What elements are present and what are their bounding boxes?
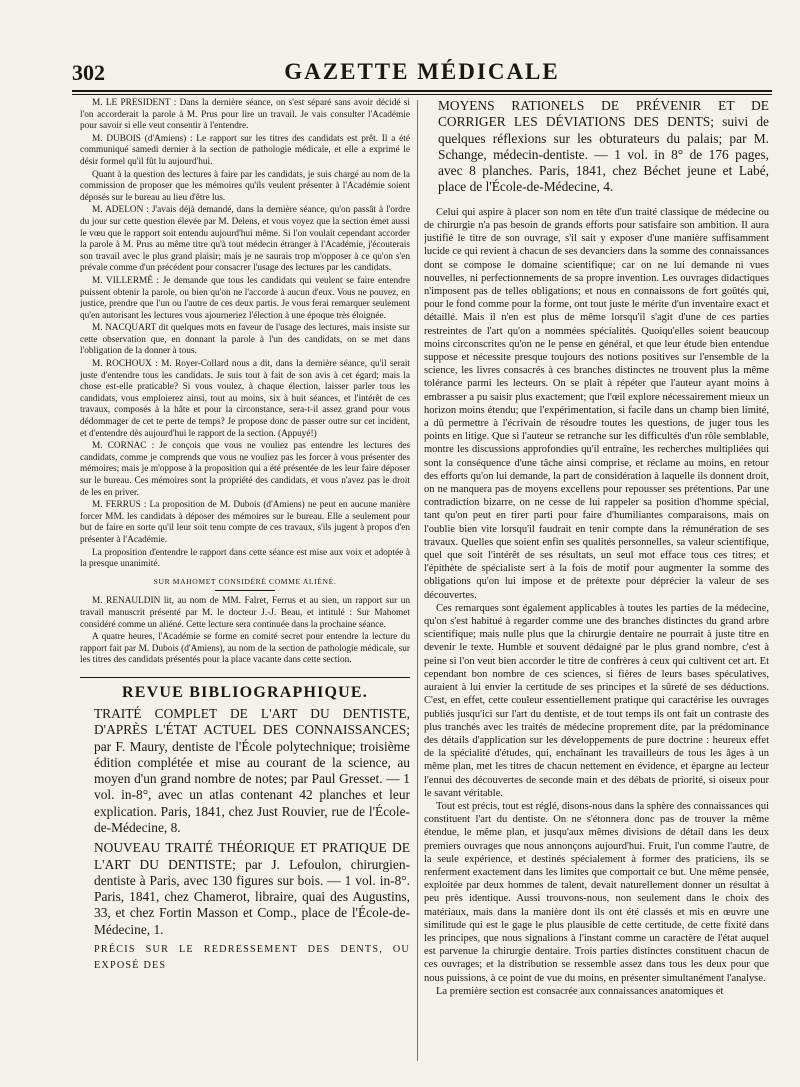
bibliography-entry: TRAITÉ COMPLET DE L'ART DU DENTISTE, D'APRÈS L'ÉTAT ACTUEL DES CONNAISSANCES; par F. Maury, dentiste de l'École polytechnique; troisième édition complétée et mise au courant de la science, au moyen d'un grand nombre de notes; par Paul Gresset. — 1 vol. in-8°, avec un atlas contenant 42 planches et leur explication. Paris, 1841, chez Just Rouvier, rue de l'École-de-Médecine, 8.: [94, 705, 410, 835]
paragraph: M. ROCHOUX : M. Royer-Collard nous a dit, dans la dernière séance, qu'il serait juste d'entendre tous les candidats. Je suis tout à fait de son avis à cet égard; mais la chose est-elle praticable? Si vous voulez, à chaque élection, laisser parler tous les candidats, vous emploierez ainsi, tout au moins, six à huit séances, et l'intérêt de ces travaux, composés à la hâte et pour la circonstance, sera-t-il assez grand pour vous dédommager de cet te perte de temps? Je propose donc de passer outre sur cet incident, et d'entendre dès aujourd'hui le rapport de la section. (Appuyé!): [80, 359, 410, 439]
bibliography-entry-start: PRÉCIS SUR LE REDRESSEMENT DES DENTS, OU EXPOSÉ DES: [94, 944, 410, 972]
header-rule-thin: [72, 94, 772, 95]
paragraph: M. NACQUART dit quelques mots en faveur de l'usage des lectures, mais insiste sur cette observation que, en donnant la parole à l'un des candidats, on se met dans l'obligation de la donner à tous.: [80, 323, 410, 357]
page-number: 302: [72, 60, 105, 85]
left-column: [80, 98, 410, 1065]
running-head: GAZETTE MÉDICALE: [284, 59, 560, 84]
paragraph: M. CORNAC : Je conçois que vous ne vouliez pas entendre les lectures des candidats, comme je comprends que vous ne vouliez pas les forcer à vous présenter des mémoires; mais je m'oppose à la proposition qui a été présentée de les leur faire déposer sur le bureau. Ces mémoires sont la propriété des candidats, et vous n'avez pas le droit de les en priver.: [80, 441, 410, 498]
paragraph: M. LE PRÉSIDENT : Dans la dernière séance, on s'est séparé sans avoir décidé si l'on accorderait la parole à M. Prus pour lire un travail. Je vais consulter l'Académie pour savoir si elle veut consentir à l'entendre.: [80, 98, 410, 132]
paragraph: M. DUBOIS (d'Amiens) : Le rapport sur les titres des candidats est prêt. Il a été communiqué samedi dernier à la section de pathologie médicale, et elle a exprimé le désir formel qu'il fût lu aujourd'hui.: [80, 133, 410, 167]
page-header: [72, 58, 772, 88]
right-column: [424, 98, 769, 1065]
section-title: REVUE BIBLIOGRAPHIQUE.: [122, 683, 368, 701]
bibliography-entry-continued: MOYENS RATIONELS DE PRÉVENIR ET DE CORRIGER LES DÉVIATIONS DES DENTS; suivi de quelques réflexions sur les obturateurs du palais; par M. Schange, médecin-dentiste. — 1 vol. in 8° de 176 pages, avec 8 planches. Paris, 1841, chez Béchet jeune et Labé, place de l'École-de-Médecine, 4.: [438, 98, 769, 195]
paragraph: La proposition d'entendre le rapport dans cette séance est mise aux voix et adoptée à la presque unanimité.: [80, 547, 410, 570]
paragraph: M. FERRUS : La proposition de M. Dubois (d'Amiens) ne peut en aucune manière forcer MM. les candidats à déposer des mémoires sur le bureau. Elle a seulement pour but de faire en sorte qu'il leur soit tenu compte de ces travaux, s'ils jugent à propos d'en présenter à l'Académie.: [80, 500, 410, 545]
paragraph: M. ADELON : J'avais déjà demandé, dans la dernière séance, qu'on passât à l'ordre du jour sur cette question élevée par M. Delens, et vous voyez que la section émet aussi le vœu que le rapport soit entendu aujourd'hui même. Si l'on voulait cependant accorder la parole à M. Prus au même titre qu'à tout médecin étranger à l'Académie, j'écouterais son travail avec le plus grand plaisir; mais je ne saurais trop m'opposer à ce qu'on s'en prévale comme d'un précédent pour consacrer l'usage des lectures par les candidats.: [80, 205, 410, 274]
section-rule: [80, 677, 410, 678]
paragraph: Celui qui aspire à placer son nom en tête d'un traité classique de médecine ou de chirurgie n'a pas besoin de grands efforts pour satisfaire son ambition. Il aura justifié le titre de son ouvrage, s'il sait y exposer d'une manière suffisamment lucide ce qui revient à chacun de ses devanciers dans la somme des connaissances dont se compose le domaine scientifique; car on ne lui demande ni vues nouvelles, ni perfectionnements de sa propre invention. Les ouvrages didactiques n'imposent pas de telles obligations; et nous en connaissons de fort goûtés qui, pour le fond comme pour la forme, ont tout juste le mérite d'un inventaire exact et détaillé. Mais il n'en est plus de même lorsqu'il s'agit d'une de ces parties restreintes de l'art qu'on a nommées spécialités. Quoiqu'elles soient beaucoup moins circonscrites qu'on ne le pense en général, et que leur étude bien entendue suppose et nécessite presque toujours des notions positives sur l'ensemble de la science, les livres consacrés à ces branches distinctes ne trouvent plus la même tolérance parmi les lecteurs. On se plaît à répéter que l'auteur ayant moins à embrasser a pu saisir plus exactement; que l'œil explore nécessairement mieux un horizon moins étendu; que l'expérimentation, si facile dans un champ bien limité, a dû permettre à l'écrivain de résoudre toutes les questions, de juger tous les points en litige. Que si l'auteur se retranche sur les difficultés d'un rôle semblable, montre les discussions approfondies qu'il entraîne, les recherches multipliées qui sont la conséquence d'une tâche ainsi comprise, et réclame au moins, en retour des efforts qu'on lui demande, la part de considération à laquelle ils donnent droit, on ne manquera pas de moyens excellens pour repousser ses prétentions. Par une contradiction bizarre, on ne cesse de lui rappeler sa position d'homme spécial, tant qu'on peut en tirer parti pour faire d'humiliantes comparaisons, mais on l'oublie bien vite lorsqu'il faudrait en tenir compte dans la rémunération de ses travaux. Quelles que soient enfin ses qualités personnelles, sa valeur scientifique, quel que soit l'intérêt de ses résultats, un seul mot efface tous ces titres; et l'épithète de spécialiste sert à la fois de motif pour augmenter la somme des obligations qu'on lui impose et de prétexte pour déprécier la valeur de ses découvertes.: [424, 206, 769, 601]
paragraph: Quant à la question des lectures à faire par les candidats, je suis chargé au nom de la commission de proposer que les mémoires qu'ils veulent présenter à l'Académie soient déposés sur le bureau au lieu d'être lus.: [80, 169, 410, 203]
paragraph: La première section est consacrée aux connaissances anatomiques et: [436, 985, 724, 997]
column-separator: [417, 100, 418, 1061]
paragraph: M. RENAULDIN lit, au nom de MM. Falret, Ferrus et au sien, un rapport sur un travail manuscrit présenté par M. le docteur J.-J. Beau, et intitulé : Sur Mahomet considéré comme un aliéné. Cette lecture sera continuée dans la prochaine séance.: [80, 596, 410, 630]
subheading-rule: [215, 590, 275, 591]
header-rule: [72, 90, 772, 92]
subheading: SUR MAHOMET CONSIDÉRÉ COMME ALIÉNÉ.: [153, 576, 337, 586]
paragraph: M. VILLERMÉ : Je demande que tous les candidats qui veulent se faire entendre puissent obtenir la parole, ou bien qu'on ne l'accorde à aucun d'eux. Vous ne pouvez, en justice, prendre que l'un ou l'autre de ces deux partis. Je vous ferai remarquer seulement qu'en autorisant les lectures vous ajourneriez l'élection à une époque très éloignée.: [80, 275, 410, 321]
paragraph: Tout est précis, tout est réglé, disons-nous dans la sphère des connaissances qui constituent l'art du dentiste. On ne s'étonnera donc pas de trouver la même étendue, le même plan, et jusqu'aux mêmes divisions de détail dans les deux premiers ouvrages que nous annonçons aujourd'hui. Fruit, l'un comme l'autre, de la seule expérience, et destinés spécialement à former des praticiens, ils se renferment exactement dans les limites que comportait ce but. Une même pensée, exploitée par deux hommes de talent, devait naturellement donner un résultat à peu près identique. Aussi trouvons-nous, non seulement dans le choix des matériaux, mais dans la manière dont ils ont été classés et mis en œuvre une similitude qui est le gage le plus plausible de cette certitude, de cette fixité dans les principes, que nous signalions à l'instant comme un caractère de l'état auquel est parvenue la chirurgie dentaire. Trois parties distinctes constituent chacun de ces ouvrages; et la distribution se ressemble assez dans tous les deux pour que nous puissions, à ce point de vue du moins, en présenter simultanément l'analyse.: [424, 800, 769, 984]
paragraph: A quatre heures, l'Académie se forme en comité secret pour entendre la lecture du rapport fait par M. Dubois (d'Amiens), au nom de la section de pathologie médicale, sur les titres des candidats présentés pour la place vacante dans cette section.: [80, 632, 410, 666]
paragraph: Ces remarques sont également applicables à toutes les parties de la médecine, qu'on s'est habitué à regarder comme une des branches distinctes du grand arbre scientifique; mais nulle plus que la chirurgie dentaire ne pourrait à juste titre en devenir le texte. Humble et souvent dédaigné par le plus grand nombre, c'est à peine si l'on veut bien accorder le titre de confrères à ceux qui cultivent cet art. Et cependant bon nombre de ces sciences, si fières de leurs bases spéculatives, auraient à lui envier la certitude de ses principes et la sûreté de ses déductions. C'est, en effet, cette couleur essentiellement pratique qui caractérise les ouvrages publiés jusqu'ici sur l'art du dentiste, et de tout temps ils ont fait un contraste des plus tranchés avec les traités de médecine proprement dite, par la prédominance des détails d'application sur les développements de pure doctrine : heureux effet de la spécialité d'études, qui, enchaînant les travailleurs de tous les âges à un même plan, met les titres de chacun nettement en évidence, et épargne au lecteur l'ennui des découvertes de seconde main et des débats de priorité, si oiseux pour le savant véritable.: [424, 602, 769, 799]
bibliography-entry: NOUVEAU TRAITÉ THÉORIQUE ET PRATIQUE DE L'ART DU DENTISTE; par J. Lefoulon, chirurgien-dentiste à Paris, avec 130 figures sur bois. — 1 vol. in-8°. Paris, 1841, chez Chamerot, libraire, quai des Augustins, 33, et chez Fortin Masson et Comp., place de l'École-de-Médecine, 1.: [94, 840, 410, 937]
